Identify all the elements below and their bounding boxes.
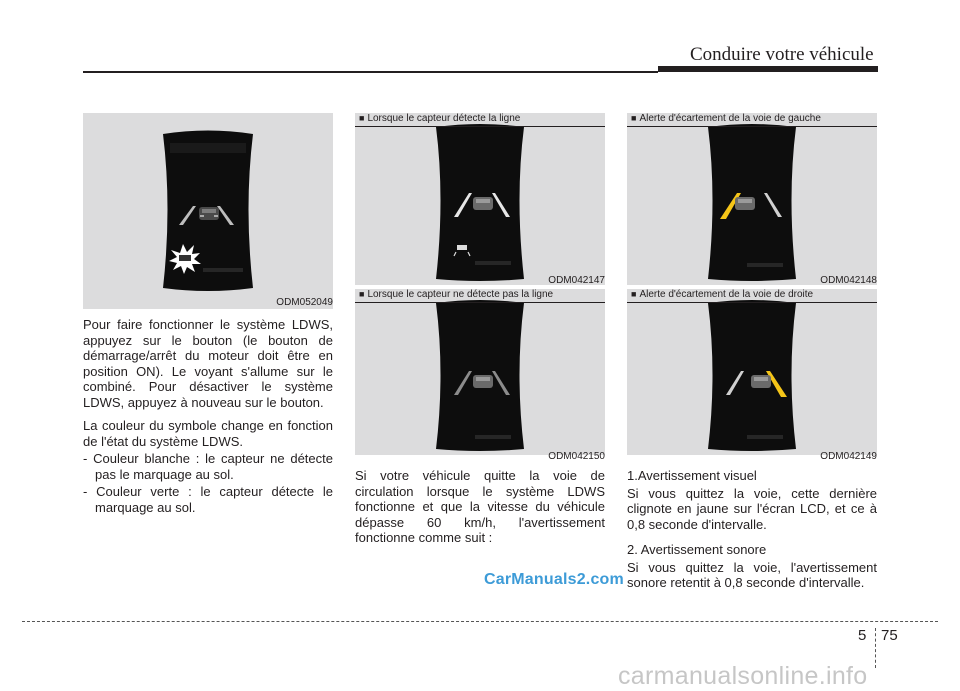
footer-dashed-rule: [22, 621, 938, 622]
cluster-display-illustration: [355, 113, 605, 285]
caption-text: Alerte d'écartement de la voie de droite: [639, 289, 814, 300]
figure-code-1: ODM052049: [276, 297, 333, 308]
header-rule-thick: [658, 66, 878, 72]
cluster-display-illustration: [627, 113, 877, 285]
figure-right-lane-alert: [627, 289, 877, 455]
paragraph-ldws-activation: Pour faire fonctionner le système LDWS, appuyez sur le bouton (le bouton de démarrage/arrêt du moteur doit être en position ON). Le voyant s'allume sur le combiné. Pour désactiver le système LDWS, appuyez à nouveau sur le bouton.: [83, 317, 333, 410]
caption-text: Lorsque le capteur ne détecte pas la ligne: [367, 289, 554, 300]
caption-marker: ■: [631, 289, 637, 299]
car-icon: [751, 375, 771, 388]
caption-marker: ■: [359, 289, 365, 299]
figure-caption-4: [629, 113, 825, 124]
page-number: 75: [881, 627, 898, 644]
figure-code-4: ODM042148: [820, 275, 877, 286]
figure-line-detected: [355, 113, 605, 285]
caption-rule-5: [627, 302, 877, 303]
bullet-white-color: - Couleur blanche : le capteur ne détecte pas le marquage au sol.: [83, 451, 333, 482]
paragraph-lane-departure: Si votre véhicule quitte la voie de circulation lorsque le système LDWS fonctionne et que la vitesse du véhicule dépasse 60 km/h, l'avertissement fonctionne comme suit :: [355, 468, 605, 545]
figure-left-lane-alert: [627, 113, 877, 285]
column-1-text: [83, 317, 333, 517]
item-visual-warning-title: 1.Avertissement visuel: [627, 468, 757, 483]
bullet-green-color: - Couleur verte : le capteur détecte le marquage au sol.: [83, 484, 333, 515]
watermark-link[interactable]: CarManuals2.com: [484, 571, 624, 588]
cluster-display-illustration: [83, 113, 333, 309]
figure-code-3: ODM042150: [548, 451, 605, 462]
figure-line-not-detected: [355, 289, 605, 455]
cluster-display-illustration: [355, 289, 605, 455]
caption-marker: ■: [631, 113, 637, 123]
car-icon: [473, 197, 493, 210]
figure-caption-3: [357, 289, 557, 300]
car-icon: [735, 197, 755, 210]
item-visual-warning-text: Si vous quittez la voie, cette dernière clignote en jaune sur l'écran LCD, et ce à 0,8 seconde d'intervalle.: [627, 485, 877, 532]
item-sound-warning-title: 2. Avertissement sonore: [627, 542, 767, 557]
column-2-text: [355, 468, 605, 554]
header-rule-thin: [83, 71, 658, 73]
figure-code-2: ODM042147: [548, 275, 605, 286]
figure-caption-5: [629, 289, 817, 300]
column-3-text: [627, 468, 877, 599]
chapter-number: 5: [858, 627, 867, 644]
footer-watermark: carmanualsonline.info: [618, 662, 868, 690]
caption-text: Lorsque le capteur détecte la ligne: [367, 113, 521, 124]
caption-rule-3: [355, 302, 605, 303]
figure-caption-2: [357, 113, 524, 124]
figure-code-5: ODM042149: [820, 451, 877, 462]
car-icon: [199, 207, 219, 220]
page-number-separator: [875, 628, 877, 668]
caption-rule-2: [355, 126, 605, 127]
item-sound-warning-text: Si vous quittez la voie, l'avertissement sonore retentit à 0,8 seconde d'intervalle.: [627, 559, 877, 590]
caption-marker: ■: [359, 113, 365, 123]
running-header-title: Conduire votre véhicule: [690, 44, 874, 65]
figure-ldws-indicator: [83, 113, 333, 309]
cluster-display-illustration: [627, 289, 877, 455]
caption-rule-4: [627, 126, 877, 127]
paragraph-symbol-color: La couleur du symbole change en fonction de l'état du système LDWS.: [83, 418, 333, 449]
car-icon: [473, 375, 493, 388]
caption-text: Alerte d'écartement de la voie de gauche: [639, 113, 821, 124]
